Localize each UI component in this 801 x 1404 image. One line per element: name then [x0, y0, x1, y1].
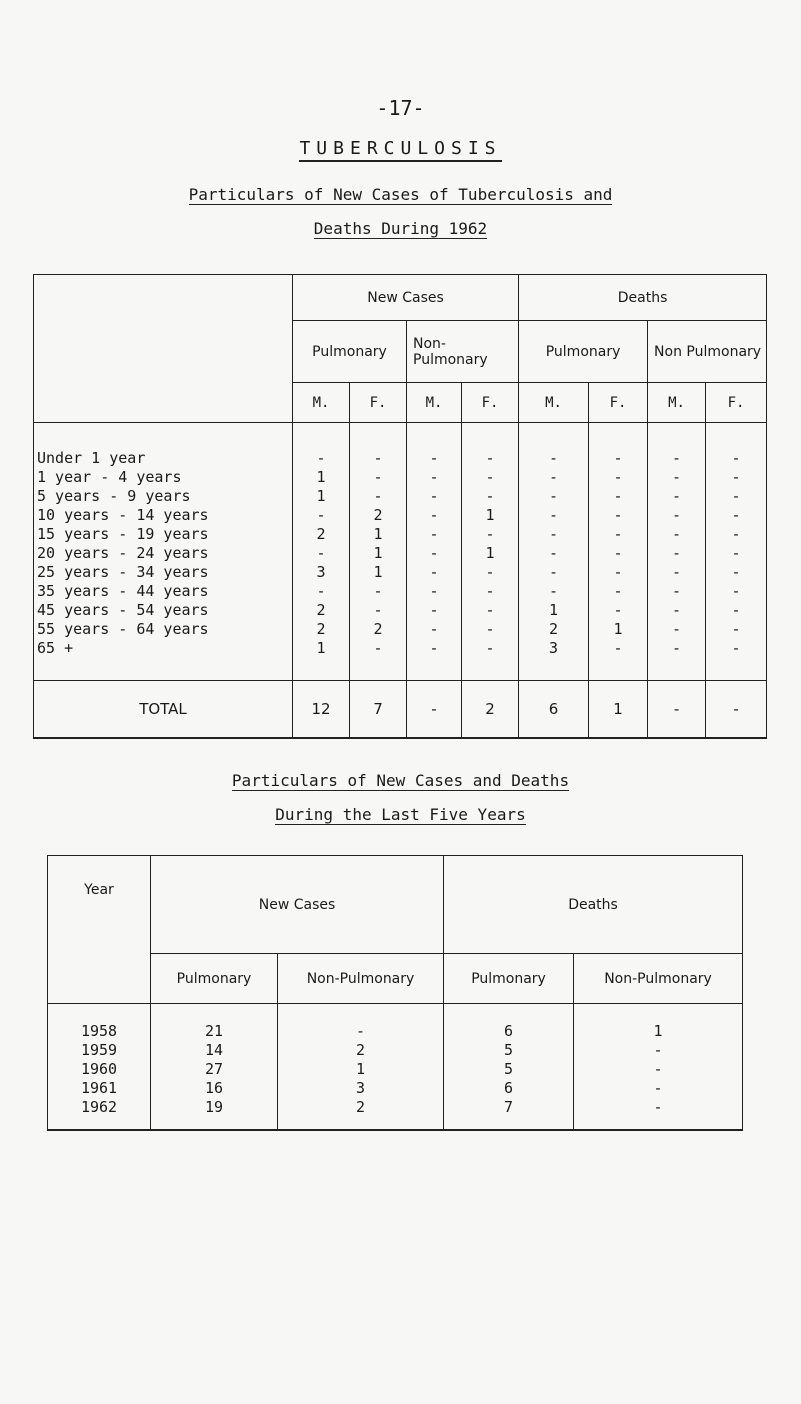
- table-cell: 1: [589, 620, 648, 639]
- total-label: TOTAL: [34, 681, 293, 739]
- section2-heading-line2: [0, 805, 801, 824]
- deaths-header: Deaths: [519, 275, 767, 321]
- m-header: M.: [519, 383, 589, 423]
- table-cell: -: [350, 423, 407, 469]
- table-cell: 5: [444, 1060, 574, 1079]
- cases-deaths-1962-table: [33, 274, 767, 739]
- table-cell: -: [706, 487, 767, 506]
- table-row: [34, 525, 767, 544]
- total-cell: 6: [519, 681, 589, 739]
- year-cell: 1962: [48, 1098, 151, 1130]
- table-cell: 14: [151, 1041, 278, 1060]
- age-group-header: [34, 275, 293, 423]
- table-cell: -: [648, 601, 706, 620]
- total-cell: 2: [462, 681, 519, 739]
- f-header: F.: [706, 383, 767, 423]
- table-cell: 2: [278, 1098, 444, 1130]
- table-cell: 5: [444, 1041, 574, 1060]
- deaths-pulmonary-header: Pulmonary: [444, 954, 574, 1004]
- table-cell: -: [462, 563, 519, 582]
- table-cell: -: [462, 525, 519, 544]
- total-cell: 12: [293, 681, 350, 739]
- table-cell: -: [407, 487, 462, 506]
- table-cell: -: [407, 544, 462, 563]
- total-cell: -: [648, 681, 706, 739]
- age-group-label: 5 years - 9 years: [34, 487, 293, 506]
- m-header: M.: [648, 383, 706, 423]
- table-cell: -: [407, 601, 462, 620]
- table-cell: -: [648, 487, 706, 506]
- table-cell: -: [350, 639, 407, 681]
- table-cell: -: [589, 423, 648, 469]
- table-cell: -: [293, 544, 350, 563]
- table-cell: -: [589, 468, 648, 487]
- table-row: [34, 468, 767, 487]
- age-group-label: 10 years - 14 years: [34, 506, 293, 525]
- table-cell: -: [589, 639, 648, 681]
- age-group-label: 55 years - 64 years: [34, 620, 293, 639]
- table-cell: -: [519, 563, 589, 582]
- deaths-non-pulmonary-header: Non-Pulmonary: [574, 954, 743, 1004]
- table-cell: -: [589, 525, 648, 544]
- table-cell: 3: [293, 563, 350, 582]
- five-year-table: [47, 855, 743, 1131]
- table-cell: -: [706, 468, 767, 487]
- section1-heading-line1: [0, 185, 801, 204]
- section2-heading-line2-text: During the Last Five Years: [275, 805, 526, 824]
- table-row: [48, 1098, 743, 1130]
- table-row: [48, 1004, 743, 1042]
- total-cell: 1: [589, 681, 648, 739]
- table-cell: -: [462, 487, 519, 506]
- table-cell: -: [648, 639, 706, 681]
- table-cell: -: [519, 582, 589, 601]
- new-cases-header: New Cases: [293, 275, 519, 321]
- table-cell: -: [589, 601, 648, 620]
- m-header: M.: [293, 383, 350, 423]
- year-cell: 1959: [48, 1041, 151, 1060]
- total-row: [34, 681, 767, 739]
- table-cell: -: [278, 1004, 444, 1042]
- new-pulmonary-header: Pulmonary: [293, 321, 407, 383]
- table-cell: -: [407, 620, 462, 639]
- table-cell: 1: [293, 468, 350, 487]
- year-cell: 1960: [48, 1060, 151, 1079]
- age-group-label: 35 years - 44 years: [34, 582, 293, 601]
- table-cell: 6: [444, 1079, 574, 1098]
- table-cell: -: [574, 1079, 743, 1098]
- table-cell: -: [293, 423, 350, 469]
- year-header: Year: [48, 856, 151, 1004]
- table-cell: -: [648, 544, 706, 563]
- table-cell: -: [706, 423, 767, 469]
- table-cell: 7: [444, 1098, 574, 1130]
- table-cell: -: [648, 582, 706, 601]
- table-cell: 2: [293, 620, 350, 639]
- table-row: [34, 639, 767, 681]
- table-row: [34, 544, 767, 563]
- table-cell: 6: [444, 1004, 574, 1042]
- deaths-pulmonary-header: Pulmonary: [519, 321, 648, 383]
- table-cell: -: [574, 1041, 743, 1060]
- table-cell: 1: [293, 639, 350, 681]
- table-row: [34, 423, 767, 469]
- page-number: -17-: [376, 96, 425, 120]
- section2-heading-line1: [0, 771, 801, 790]
- table-cell: -: [589, 563, 648, 582]
- table-cell: 2: [293, 525, 350, 544]
- new-non-pulmonary-header: Non- Pulmonary: [407, 321, 519, 383]
- table-cell: -: [519, 544, 589, 563]
- table-cell: 2: [293, 601, 350, 620]
- table-cell: -: [648, 620, 706, 639]
- table-cell: -: [706, 639, 767, 681]
- table-row: [48, 1060, 743, 1079]
- table-cell: -: [706, 601, 767, 620]
- table-cell: -: [648, 563, 706, 582]
- table-cell: -: [589, 544, 648, 563]
- table-cell: -: [407, 639, 462, 681]
- section1-heading-line1-text: Particulars of New Cases of Tuberculosis and: [188, 185, 613, 204]
- new-pulmonary-header: Pulmonary: [151, 954, 278, 1004]
- new-cases-header: New Cases: [151, 856, 444, 954]
- table-cell: -: [589, 582, 648, 601]
- table-cell: -: [293, 506, 350, 525]
- f-header: F.: [589, 383, 648, 423]
- table-row: [34, 601, 767, 620]
- table-cell: -: [462, 620, 519, 639]
- table-cell: -: [519, 525, 589, 544]
- table-cell: -: [648, 423, 706, 469]
- table-cell: -: [648, 506, 706, 525]
- table-cell: -: [574, 1098, 743, 1130]
- age-group-label: 65 +: [34, 639, 293, 681]
- table-cell: -: [706, 506, 767, 525]
- table-cell: 1: [519, 601, 589, 620]
- table-cell: -: [462, 601, 519, 620]
- table-cell: 27: [151, 1060, 278, 1079]
- table-cell: 3: [519, 639, 589, 681]
- table-row: [48, 1079, 743, 1098]
- table-cell: -: [706, 563, 767, 582]
- table-cell: 2: [278, 1041, 444, 1060]
- table-cell: -: [350, 487, 407, 506]
- table-cell: 1: [350, 563, 407, 582]
- page-title: [0, 138, 801, 159]
- table-cell: -: [706, 544, 767, 563]
- table-cell: -: [407, 506, 462, 525]
- total-cell: -: [706, 681, 767, 739]
- table-cell: -: [648, 525, 706, 544]
- table-cell: -: [706, 525, 767, 544]
- table-cell: -: [589, 487, 648, 506]
- table-cell: 1: [462, 506, 519, 525]
- table-cell: -: [462, 639, 519, 681]
- table-cell: -: [350, 468, 407, 487]
- table-cell: -: [519, 506, 589, 525]
- table-row: [34, 506, 767, 525]
- age-group-label: 20 years - 24 years: [34, 544, 293, 563]
- section1-heading-line2-text: Deaths During 1962: [313, 219, 488, 238]
- deaths-non-pulmonary-header: Non Pulmonary: [648, 321, 767, 383]
- m-header: M.: [407, 383, 462, 423]
- table-row: [34, 620, 767, 639]
- new-non-pulmonary-header: Non-Pulmonary: [278, 954, 444, 1004]
- table-cell: 2: [350, 506, 407, 525]
- table-cell: 1: [462, 544, 519, 563]
- table-cell: -: [407, 525, 462, 544]
- table-cell: 1: [278, 1060, 444, 1079]
- table-row: [34, 563, 767, 582]
- table-cell: 2: [519, 620, 589, 639]
- table-cell: -: [350, 582, 407, 601]
- table-cell: -: [407, 582, 462, 601]
- table-cell: 1: [350, 544, 407, 563]
- table-cell: 21: [151, 1004, 278, 1042]
- table-cell: 3: [278, 1079, 444, 1098]
- table-cell: 1: [350, 525, 407, 544]
- table-cell: -: [407, 423, 462, 469]
- table-cell: -: [407, 563, 462, 582]
- f-header: F.: [350, 383, 407, 423]
- total-cell: -: [407, 681, 462, 739]
- table-cell: -: [462, 423, 519, 469]
- table-cell: -: [574, 1060, 743, 1079]
- table-row: [34, 487, 767, 506]
- year-cell: 1958: [48, 1004, 151, 1042]
- table-cell: -: [589, 506, 648, 525]
- table-cell: -: [462, 582, 519, 601]
- table-cell: -: [462, 468, 519, 487]
- table-cell: 1: [574, 1004, 743, 1042]
- table-cell: -: [293, 582, 350, 601]
- table-cell: -: [519, 468, 589, 487]
- table-cell: -: [706, 582, 767, 601]
- deaths-header: Deaths: [444, 856, 743, 954]
- table-cell: -: [350, 601, 407, 620]
- table-cell: -: [648, 468, 706, 487]
- title-text: TUBERCULOSIS: [299, 138, 501, 162]
- table-cell: 16: [151, 1079, 278, 1098]
- table-cell: -: [519, 423, 589, 469]
- table-cell: -: [407, 468, 462, 487]
- table-cell: 2: [350, 620, 407, 639]
- table-cell: 19: [151, 1098, 278, 1130]
- age-group-label: 1 year - 4 years: [34, 468, 293, 487]
- table-cell: -: [519, 487, 589, 506]
- section2-heading-line1-text: Particulars of New Cases and Deaths: [231, 771, 570, 790]
- age-group-label: 25 years - 34 years: [34, 563, 293, 582]
- section1-heading-line2: [0, 219, 801, 238]
- table-cell: 1: [293, 487, 350, 506]
- age-group-label: 45 years - 54 years: [34, 601, 293, 620]
- f-header: F.: [462, 383, 519, 423]
- table-cell: -: [706, 620, 767, 639]
- age-group-label: 15 years - 19 years: [34, 525, 293, 544]
- table-row: [34, 582, 767, 601]
- age-group-label: Under 1 year: [34, 423, 293, 469]
- table-row: [48, 1041, 743, 1060]
- year-cell: 1961: [48, 1079, 151, 1098]
- total-cell: 7: [350, 681, 407, 739]
